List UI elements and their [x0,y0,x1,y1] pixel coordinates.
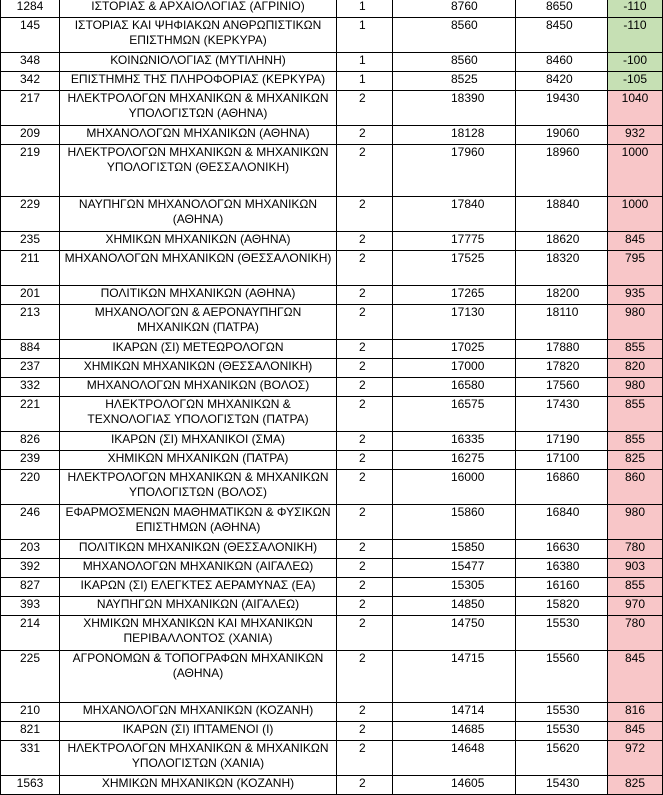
table-row [1,286,663,305]
table-row [1,776,663,795]
score-current-cell[interactable]: 19430 [516,91,608,126]
score-current-cell[interactable]: 16840 [516,505,608,540]
score-current-cell[interactable]: 8420 [516,72,608,91]
code-cell[interactable]: 342 [1,72,60,91]
department-name-cell[interactable]: ΧΗΜΙΚΩΝ ΜΗΧΑΝΙΚΩΝ (ΠΑΤΡΑ) [60,451,337,470]
code-cell[interactable]: 145 [1,18,60,53]
field-group-cell[interactable]: 1 [337,0,393,18]
code-cell[interactable]: 1563 [1,776,60,795]
score-previous-cell[interactable]: 8560 [393,18,516,53]
table-row [1,359,663,378]
table-row [1,559,663,578]
difference-cell[interactable]: 970 [608,597,663,616]
score-current-cell[interactable]: 15530 [516,703,608,722]
field-group-cell[interactable]: 2 [337,578,393,597]
code-cell[interactable]: 213 [1,305,60,340]
difference-cell[interactable]: -110 [608,18,663,53]
score-previous-cell[interactable]: 16575 [393,397,516,432]
table-row [1,251,663,286]
code-cell[interactable]: 826 [1,432,60,451]
score-current-cell[interactable]: 16860 [516,470,608,505]
code-cell[interactable]: 235 [1,232,60,251]
score-current-cell[interactable]: 15820 [516,597,608,616]
field-group-cell[interactable]: 2 [337,540,393,559]
field-group-cell[interactable]: 2 [337,505,393,540]
field-group-cell[interactable]: 2 [337,470,393,505]
code-cell[interactable]: 331 [1,741,60,776]
difference-cell[interactable]: 855 [608,397,663,432]
field-group-cell[interactable]: 2 [337,703,393,722]
difference-cell[interactable]: 816 [608,703,663,722]
difference-cell[interactable]: 855 [608,340,663,359]
score-previous-cell[interactable]: 15850 [393,540,516,559]
score-current-cell[interactable]: 8460 [516,53,608,72]
department-name-cell[interactable]: ΜΗΧΑΝΟΛΟΓΩΝ ΜΗΧΑΝΙΚΩΝ (ΑΘΗΝΑ) [60,126,337,145]
field-group-cell[interactable]: 2 [337,451,393,470]
code-cell[interactable]: 220 [1,470,60,505]
code-cell[interactable]: 214 [1,616,60,651]
difference-cell[interactable]: 980 [608,378,663,397]
department-name-cell[interactable]: ΗΛΕΚΤΡΟΛΟΓΩΝ ΜΗΧΑΝΙΚΩΝ & ΜΗΧΑΝΙΚΩΝ ΥΠΟΛΟΓΙΣΤΩΝ (ΒΟΛΟΣ) [60,470,337,505]
field-group-cell[interactable]: 2 [337,397,393,432]
code-cell[interactable]: 203 [1,540,60,559]
score-previous-cell[interactable]: 16275 [393,451,516,470]
score-current-cell[interactable]: 16160 [516,578,608,597]
difference-cell[interactable]: 845 [608,722,663,741]
table-row [1,597,663,616]
score-current-cell[interactable]: 17880 [516,340,608,359]
difference-cell[interactable]: 795 [608,251,663,286]
score-previous-cell[interactable]: 17775 [393,232,516,251]
department-name-cell[interactable]: ΙΚΑΡΩΝ (ΣΙ) ΕΛΕΓΚΤΕΣ ΑΕΡΑΜΥΝΑΣ (ΕΑ) [60,578,337,597]
score-previous-cell[interactable]: 18390 [393,91,516,126]
table-row [1,145,663,197]
score-previous-cell[interactable]: 8525 [393,72,516,91]
score-current-cell[interactable]: 18320 [516,251,608,286]
score-previous-cell[interactable]: 17000 [393,359,516,378]
table-row [1,378,663,397]
score-previous-cell[interactable]: 14648 [393,741,516,776]
field-group-cell[interactable]: 2 [337,251,393,286]
difference-cell[interactable]: -105 [608,72,663,91]
field-group-cell[interactable]: 2 [337,597,393,616]
score-previous-cell[interactable]: 16335 [393,432,516,451]
difference-cell[interactable]: 780 [608,616,663,651]
table-row [1,432,663,451]
field-group-cell[interactable]: 2 [337,616,393,651]
table-row [1,18,663,53]
department-name-cell[interactable]: ΑΓΡΟΝΟΜΩΝ & ΤΟΠΟΓΡΑΦΩΝ ΜΗΧΑΝΙΚΩΝ (ΑΘΗΝΑ) [60,651,337,703]
code-cell[interactable]: 392 [1,559,60,578]
field-group-cell[interactable]: 2 [337,305,393,340]
score-current-cell[interactable]: 18960 [516,145,608,197]
score-current-cell[interactable]: 17820 [516,359,608,378]
table-row [1,72,663,91]
table-row [1,397,663,432]
score-current-cell[interactable]: 8450 [516,18,608,53]
field-group-cell[interactable]: 2 [337,378,393,397]
table-row [1,91,663,126]
table-row [1,53,663,72]
department-name-cell[interactable]: ΠΟΛΙΤΙΚΩΝ ΜΗΧΑΝΙΚΩΝ (ΑΘΗΝΑ) [60,286,337,305]
table-row [1,616,663,651]
field-group-cell[interactable]: 2 [337,340,393,359]
department-name-cell[interactable]: ΝΑΥΠΗΓΩΝ ΜΗΧΑΝΙΚΩΝ (ΑΙΓΑΛΕΩ) [60,597,337,616]
department-name-cell[interactable]: ΗΛΕΚΤΡΟΛΟΓΩΝ ΜΗΧΑΝΙΚΩΝ & ΜΗΧΑΝΙΚΩΝ ΥΠΟΛΟΓΙΣΤΩΝ (ΘΕΣΣΑΛΟΝΙΚΗ) [60,145,337,197]
score-current-cell[interactable]: 17190 [516,432,608,451]
table-row [1,126,663,145]
field-group-cell[interactable]: 2 [337,741,393,776]
difference-cell[interactable]: 860 [608,470,663,505]
table-row [1,540,663,559]
table-row [1,0,663,18]
code-cell[interactable]: 217 [1,91,60,126]
table-row [1,232,663,251]
score-current-cell[interactable]: 17560 [516,378,608,397]
score-current-cell[interactable]: 18200 [516,286,608,305]
department-name-cell[interactable]: ΠΟΛΙΤΙΚΩΝ ΜΗΧΑΝΙΚΩΝ (ΘΕΣΣΑΛΟΝΙΚΗ) [60,540,337,559]
difference-cell[interactable]: 845 [608,232,663,251]
difference-cell[interactable]: 845 [608,651,663,703]
code-cell[interactable]: 221 [1,397,60,432]
code-cell[interactable]: 239 [1,451,60,470]
score-previous-cell[interactable]: 15305 [393,578,516,597]
code-cell[interactable]: 237 [1,359,60,378]
code-cell[interactable]: 1284 [1,0,60,18]
field-group-cell[interactable]: 2 [337,559,393,578]
field-group-cell[interactable]: 2 [337,359,393,378]
code-cell[interactable]: 821 [1,722,60,741]
difference-cell[interactable]: -100 [608,53,663,72]
score-previous-cell[interactable]: 15477 [393,559,516,578]
difference-cell[interactable]: 980 [608,305,663,340]
department-name-cell[interactable]: ΙΚΑΡΩΝ (ΣΙ) ΙΠΤΑΜΕΝΟΙ (Ι) [60,722,337,741]
code-cell[interactable]: 211 [1,251,60,286]
department-name-cell[interactable]: ΧΗΜΙΚΩΝ ΜΗΧΑΝΙΚΩΝ (ΚΟΖΑΝΗ) [60,776,337,795]
score-current-cell[interactable]: 15530 [516,616,608,651]
code-cell[interactable]: 209 [1,126,60,145]
code-cell[interactable]: 201 [1,286,60,305]
score-current-cell[interactable]: 15560 [516,651,608,703]
department-name-cell[interactable]: ΜΗΧΑΝΟΛΟΓΩΝ ΜΗΧΑΝΙΚΩΝ (ΚΟΖΑΝΗ) [60,703,337,722]
score-current-cell[interactable]: 15530 [516,722,608,741]
score-previous-cell[interactable]: 14605 [393,776,516,795]
score-previous-cell[interactable]: 14715 [393,651,516,703]
score-previous-cell[interactable]: 16580 [393,378,516,397]
table-row [1,305,663,340]
score-current-cell[interactable]: 15620 [516,741,608,776]
table-row [1,470,663,505]
score-previous-cell[interactable]: 18128 [393,126,516,145]
code-cell[interactable]: 219 [1,145,60,197]
field-group-cell[interactable]: 1 [337,53,393,72]
department-name-cell[interactable]: ΜΗΧΑΝΟΛΟΓΩΝ ΜΗΧΑΝΙΚΩΝ (ΘΕΣΣΑΛΟΝΙΚΗ) [60,251,337,286]
department-name-cell[interactable]: ΜΗΧΑΝΟΛΟΓΩΝ ΜΗΧΑΝΙΚΩΝ (ΒΟΛΟΣ) [60,378,337,397]
code-cell[interactable]: 210 [1,703,60,722]
department-name-cell[interactable]: ΙΚΑΡΩΝ (ΣΙ) ΜΕΤΕΩΡΟΛΟΓΩΝ [60,340,337,359]
score-previous-cell[interactable]: 14750 [393,616,516,651]
field-group-cell[interactable]: 2 [337,232,393,251]
code-cell[interactable]: 225 [1,651,60,703]
field-group-cell[interactable]: 2 [337,145,393,197]
department-name-cell[interactable]: ΙΣΤΟΡΙΑΣ & ΑΡΧΑΙΟΛΟΓΙΑΣ (ΑΓΡΙΝΙΟ) [60,0,337,18]
department-name-cell[interactable]: ΧΗΜΙΚΩΝ ΜΗΧΑΝΙΚΩΝ (ΘΕΣΣΑΛΟΝΙΚΗ) [60,359,337,378]
score-current-cell[interactable]: 16380 [516,559,608,578]
code-cell[interactable]: 246 [1,505,60,540]
score-previous-cell[interactable]: 17265 [393,286,516,305]
field-group-cell[interactable]: 2 [337,126,393,145]
code-cell[interactable]: 332 [1,378,60,397]
code-cell[interactable]: 229 [1,197,60,232]
score-current-cell[interactable]: 17430 [516,397,608,432]
score-current-cell[interactable]: 8650 [516,0,608,18]
code-cell[interactable]: 393 [1,597,60,616]
table-row [1,505,663,540]
field-group-cell[interactable]: 2 [337,197,393,232]
score-previous-cell[interactable]: 14714 [393,703,516,722]
department-name-cell[interactable]: ΕΦΑΡΜΟΣΜΕΝΩΝ ΜΑΘΗΜΑΤΙΚΩΝ & ΦΥΣΙΚΩΝ ΕΠΙΣΤΗΜΩΝ (ΑΘΗΝΑ) [60,505,337,540]
difference-cell[interactable]: 825 [608,451,663,470]
difference-cell[interactable]: 972 [608,741,663,776]
code-cell[interactable]: 884 [1,340,60,359]
difference-cell[interactable]: 855 [608,578,663,597]
score-previous-cell[interactable]: 16000 [393,470,516,505]
field-group-cell[interactable]: 2 [337,651,393,703]
score-previous-cell[interactable]: 17525 [393,251,516,286]
department-name-cell[interactable]: ΙΣΤΟΡΙΑΣ ΚΑΙ ΨΗΦΙΑΚΩΝ ΑΝΘΡΩΠΙΣΤΙΚΩΝ ΕΠΙΣΤΗΜΩΝ (ΚΕΡΚΥΡΑ) [60,18,337,53]
difference-cell[interactable]: 825 [608,776,663,795]
difference-cell[interactable]: 820 [608,359,663,378]
table-row [1,578,663,597]
difference-cell[interactable]: 1040 [608,91,663,126]
score-current-cell[interactable]: 17100 [516,451,608,470]
department-name-cell[interactable]: ΚΟΙΝΩΝΙΟΛΟΓΙΑΣ (ΜΥΤΙΛΗΝΗ) [60,53,337,72]
score-current-cell[interactable]: 18840 [516,197,608,232]
table-row [1,451,663,470]
field-group-cell[interactable]: 2 [337,91,393,126]
score-previous-cell[interactable]: 14850 [393,597,516,616]
table-row [1,741,663,776]
difference-cell[interactable]: 932 [608,126,663,145]
score-previous-cell[interactable]: 14685 [393,722,516,741]
score-current-cell[interactable]: 19060 [516,126,608,145]
score-previous-cell[interactable]: 17840 [393,197,516,232]
field-group-cell[interactable]: 2 [337,432,393,451]
department-name-cell[interactable]: ΜΗΧΑΝΟΛΟΓΩΝ ΜΗΧΑΝΙΚΩΝ (ΑΙΓΑΛΕΩ) [60,559,337,578]
score-previous-cell[interactable]: 17960 [393,145,516,197]
field-group-cell[interactable]: 1 [337,72,393,91]
difference-cell[interactable]: 1000 [608,145,663,197]
table-row [1,722,663,741]
table-row [1,340,663,359]
field-group-cell[interactable]: 2 [337,776,393,795]
department-name-cell[interactable]: ΗΛΕΚΤΡΟΛΟΓΩΝ ΜΗΧΑΝΙΚΩΝ & ΤΕΧΝΟΛΟΓΙΑΣ ΥΠΟΛΟΓΙΣΤΩΝ (ΠΑΤΡΑ) [60,397,337,432]
department-name-cell[interactable]: ΧΗΜΙΚΩΝ ΜΗΧΑΝΙΚΩΝ ΚΑΙ ΜΗΧΑΝΙΚΩΝ ΠΕΡΙΒΑΛΛΟΝΤΟΣ (ΧΑΝΙΑ) [60,616,337,651]
code-cell[interactable]: 827 [1,578,60,597]
table-row [1,651,663,703]
score-previous-cell[interactable]: 8760 [393,0,516,18]
score-current-cell[interactable]: 16630 [516,540,608,559]
difference-cell[interactable]: 780 [608,540,663,559]
difference-cell[interactable]: 980 [608,505,663,540]
code-cell[interactable]: 348 [1,53,60,72]
department-name-cell[interactable]: ΙΚΑΡΩΝ (ΣΙ) ΜΗΧΑΝΙΚΟΙ (ΣΜΑ) [60,432,337,451]
score-current-cell[interactable]: 15430 [516,776,608,795]
department-name-cell[interactable]: ΕΠΙΣΤΗΜΗΣ ΤΗΣ ΠΛΗΡΟΦΟΡΙΑΣ (ΚΕΡΚΥΡΑ) [60,72,337,91]
difference-cell[interactable]: 903 [608,559,663,578]
score-previous-cell[interactable]: 8560 [393,53,516,72]
department-name-cell[interactable]: ΧΗΜΙΚΩΝ ΜΗΧΑΝΙΚΩΝ (ΑΘΗΝΑ) [60,232,337,251]
department-name-cell[interactable]: ΝΑΥΠΗΓΩΝ ΜΗΧΑΝΟΛΟΓΩΝ ΜΗΧΑΝΙΚΩΝ (ΑΘΗΝΑ) [60,197,337,232]
difference-cell[interactable]: -110 [608,0,663,18]
score-previous-cell[interactable]: 15860 [393,505,516,540]
difference-cell[interactable]: 1000 [608,197,663,232]
department-name-cell[interactable]: ΗΛΕΚΤΡΟΛΟΓΩΝ ΜΗΧΑΝΙΚΩΝ & ΜΗΧΑΝΙΚΩΝ ΥΠΟΛΟΓΙΣΤΩΝ (ΧΑΝΙΑ) [60,741,337,776]
table-row [1,703,663,722]
difference-cell[interactable]: 935 [608,286,663,305]
difference-cell[interactable]: 855 [608,432,663,451]
field-group-cell[interactable]: 2 [337,286,393,305]
department-name-cell[interactable]: ΗΛΕΚΤΡΟΛΟΓΩΝ ΜΗΧΑΝΙΚΩΝ & ΜΗΧΑΝΙΚΩΝ ΥΠΟΛΟΓΙΣΤΩΝ (ΑΘΗΝΑ) [60,91,337,126]
score-current-cell[interactable]: 18110 [516,305,608,340]
score-previous-cell[interactable]: 17130 [393,305,516,340]
score-previous-cell[interactable]: 17025 [393,340,516,359]
department-name-cell[interactable]: ΜΗΧΑΝΟΛΟΓΩΝ & ΑΕΡΟΝΑΥΠΗΓΩΝ ΜΗΧΑΝΙΚΩΝ (ΠΑΤΡΑ) [60,305,337,340]
table-body [1,0,663,795]
field-group-cell[interactable]: 2 [337,722,393,741]
table-row [1,197,663,232]
field-group-cell[interactable]: 1 [337,18,393,53]
score-current-cell[interactable]: 18620 [516,232,608,251]
